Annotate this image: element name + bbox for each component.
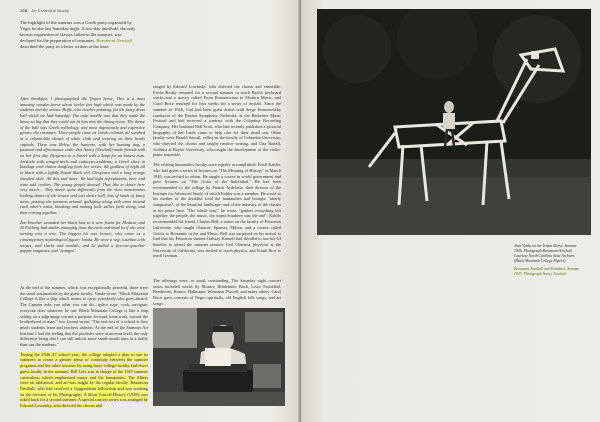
running-head: [20, 8, 69, 13]
right-page: [301, 0, 600, 422]
text-column-lower-left: [20, 285, 148, 413]
body-paragraph: The visiting humanities faculty were equally accomplished. Erich Kahler, who had given a series of lectures on "The Meaning of History" in March 1946, was invited to return. He taught a course in world government and gave lectures on "The Crisis of the Individual." He had been recommended to the college by Franck Aydelotte, then director of the Institute for Advanced Study, of which Kahler was a member. He wrote to his mother of the dreadful food the humanities had brought "utterly sumptuous"; of the beautiful landscape; and of the intensity of the classes in his peace here. "The whole way," he wrote, "gathers everything left together: the people, the music, the warm Southern sun, the one". Kahler recommended his friend, Charles Bell, a writer on the faculty of Princeton University, who taught Chaucer, Spenser, Milton, and a course called Gothic to Romantic in Art and Music. Bell was surprised on his arrival to find that his Princeton student Galway Kinnell had decided to use his GI benefits to attend the summer session. Carl Clement, physicist at the University of California, was invited to teach physics, and Frank Rice to teach German.: [153, 162, 281, 259]
caption-newhall: Beaumont Newhall and Portables, Summer 1947. Photograph Nancy Newhall: [514, 267, 580, 276]
photo-newhall-typewriter: [153, 308, 285, 406]
text-column-offerings: [153, 278, 281, 311]
body-paragraph: ranged by Edward Lowinsky, who directed the chorus and ensemble. Erwin Bodky returned for a second summer to teach Bach's keyboard works and a survey called From Romanticism to Modern Music, and Carol Brice returned for four weeks for a series of recitals. Since the summer of 1946, Carl had been guest artists with Serge Koussevitzky conductor of the Boston Symphony Orchestra, at the Berkshire Music Festival and had received a contract with the Columbia Recording Company. Her husband Nell Scott, who had recently published a pictorial biography of her Laub, came to help care for their small son. Other faculty were Harold Sawall, cellist on the faculty of Columbia University, who directed the chorus and taught creative writing, and Una Bartell, violinist at Baylor University, who taught the development of the violin-piano ensemble.: [153, 84, 281, 158]
photo-desk-image: [153, 308, 285, 406]
highlight-mark: During the 1946–47 school year, the college adopted a plan to use its summers to create a greater sense of continuity between the summer programs and the other sessions by using more college faculty and fewer guest faculty in the summer. Bill Levi was in charge of the 1947 summer curriculum, which emphasized music and the humanities. The Albers were on sabbatical, and art was taught by the regular faculty. Beaumont Newhall, who had received a Guggenheim fellowship and was working on the revision of his Photography: A Short Critical History (1938), was asked back for a second summer. A special concert series was arranged by Edward Lowinsky, who directed the chorus and: [20, 351, 148, 409]
caption-horse: Jean Varda on the Trojan Horse, Summer 1946. Photograph Beaumont Newhall. Courtesy North Carolina State Archives (Black Mountain College Papers): [514, 244, 577, 263]
intro-paragraph: The highlight of the summer was a Greek party organized by Vogts for the last Saturday night. A two-day interlude, the only known suspension of classes called in the summer, was declared for the preparation of costumes. Beaumont Newhall described the party in a letter written at the time:: [20, 20, 136, 50]
photo-trojan-horse: [317, 9, 591, 235]
text-column-right: [153, 84, 281, 263]
body-paragraph: The offerings were, as usual, outstanding. The Saturday night concert series included works by Mozart, Hindemith, Bach, Liszt, Pachelbel, Beethoven, Krauss, Hallmann, Telemann, Purcell, and many others. Carol Brice gave concerts of Negro spirituals, old English folk songs, and art songs.: [153, 278, 281, 306]
body-paragraph: At the end of the summer, which was exceptionally peaceful, there were the usual testimonials by the guest faculty. Vanda wrote, "Black Mountain College is like a ship which seems to carry everybody who goes aboard. The Captain asks you what you can do—splice rope, cook, navigate; everyone does whatever he can. Black Mountain College is like a ship sailing on a pilgrimage toward a purpose, forward some truth, toward the brotherhood of man." Leo Lionni wrote: "The real test of a school is how much students learn and teachers unlearn. At the end of the Summer Art Institute I had the feeling that the positions were at an even level, the only difference being that I can still unlock more small mouth hues in a drafty than can the students.": [20, 285, 148, 348]
running-head-title: An Essential Bucky: [31, 8, 70, 13]
letter-quote-column: [20, 96, 145, 258]
letter-paragraph: After breakfast, I photographed the Trojan horse. This is a most amusing wooden horse about twelve feet high which was made by the students and the artists. Hoffe, who teaches painting, for the fancy dress ball which we had Saturday. The only trouble was that they made the horse so big that they could not fit him into the dining room. The theme of the ball was Greek mythology, and most ingeniously and expensive gowns, the costumes. Three people came as Greek columns all swathed in a column-like sheath of white cloth and wearing on their heads capitals. There was Helen, the huntress, with her hunting dog, a pastoral and affectionate cattle that Nancy (Newhall) made friends with on her first day. Diogenes in a barrel with a lamp for an honest man. Aristotle with winged heels and caduceus emblems; a Greek slave in bondage with chains dangling from her wrists; the goddess of night all in black with a lightly bound black veil. Cleopatra with a long orange streaked skirt. All this and more. We had light refreshments, beer and wine and cookies. The young people danced. They like to dance here very much.... They dance quite differently from the slow monotonous looking dance of the trouvé and taxi dance hall, lots of kinds of fancy turns, passing the partners around, galloping along with arms around each other's waist, breaking and making little sallies forth along, and then coming together.: [20, 96, 145, 216]
highlighted-name: Beaumont Newhall: [96, 38, 132, 44]
letter-paragraph: Zoe Kracher wounded her black hair in a wire frame for Medusa, and Al Forberg had snakes emerging from the neck and head as if she were turning into a tree. The biggest hit was Leonie, who came as a contemporary mythological figure: Vanda. He wore a wig, a turban with stripes, and slacks and sandals, and he pulled a five-car-gasoline puppet magnates, and 'oranges.': [20, 219, 145, 254]
page-number: 108: [20, 8, 28, 13]
highlighted-paragraph: [20, 352, 148, 409]
photo-captions: [514, 244, 584, 277]
photo-horse-image: [317, 9, 591, 235]
